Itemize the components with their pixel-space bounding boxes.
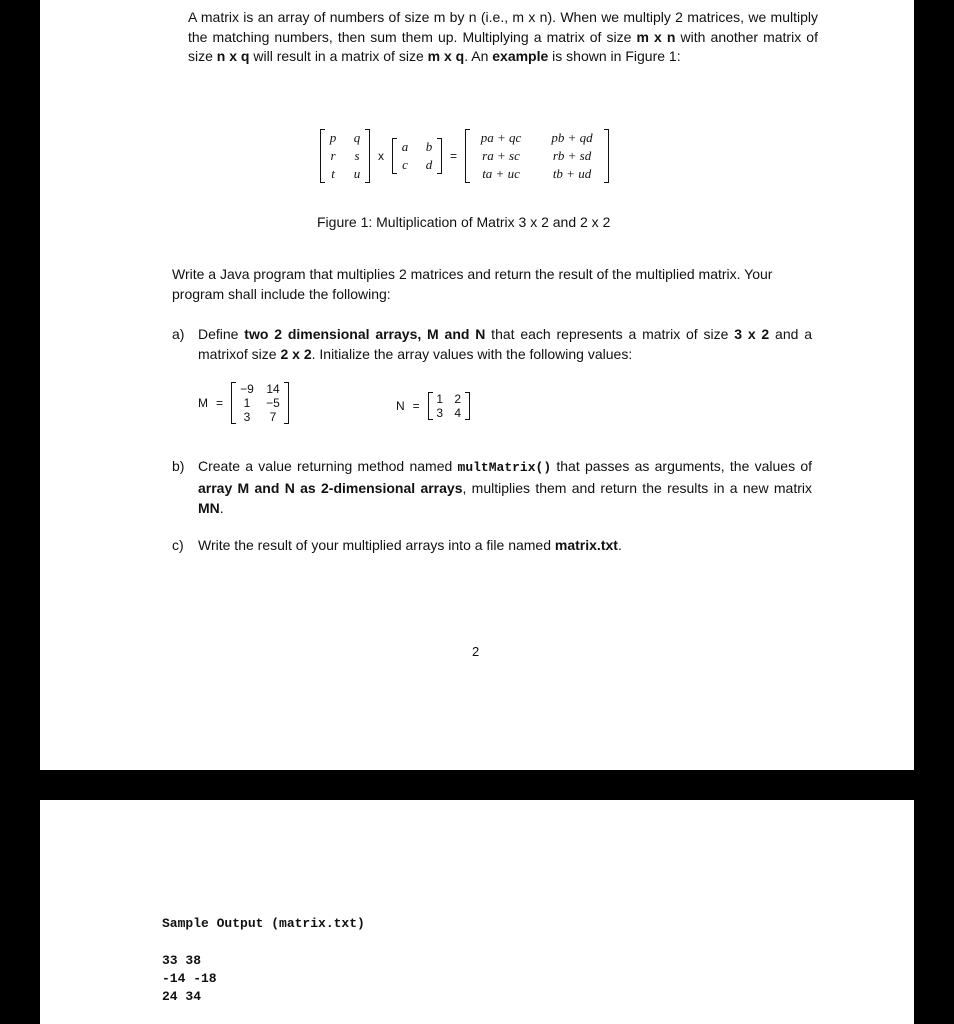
matrix-cell: 7 (269, 410, 277, 424)
matrix-abcd (392, 138, 442, 174)
matrix-cell: s (354, 148, 360, 163)
matrix-cell: 4 (454, 406, 462, 420)
matrix-cell: rb + sd (552, 148, 592, 163)
intro-bold: m x q (427, 48, 465, 64)
document-page-1 (40, 0, 914, 770)
intro-bold: example (492, 48, 549, 64)
matrix-cell: 1 (243, 396, 251, 410)
part-a-bold: 3 x 2 (734, 326, 770, 342)
part-a-segment: that each represents a matrix of size (485, 326, 735, 342)
matrix-cell: 1 (436, 392, 444, 406)
figure-1-equation (320, 128, 609, 184)
part-c-text (198, 535, 812, 555)
matrix-cell: 2 (454, 392, 462, 406)
matrix-cell: 3 (436, 406, 444, 420)
matrix-cell: tb + ud (552, 166, 592, 181)
part-b-bold: MN (198, 500, 220, 516)
part-a-segment: and a matrixof size (198, 326, 812, 362)
equals-sign: = (412, 399, 420, 413)
part-c-label: c) (172, 537, 184, 553)
matrix-M (231, 382, 289, 424)
times-sign: x (378, 149, 384, 163)
document-page-2 (40, 800, 914, 1024)
matrix-M-name: M (198, 396, 208, 410)
part-c-segment: Write the result of your multiplied arrays into a file named (198, 537, 555, 553)
page-number: 2 (472, 644, 480, 659)
matrix-cell: a (401, 139, 409, 154)
part-b-segment: . (219, 500, 224, 516)
matrix-pqrstu (320, 129, 370, 183)
intro-paragraph (188, 8, 818, 67)
matrix-cell: u (353, 166, 361, 181)
matrix-cell: pa + qc (480, 130, 522, 145)
part-b-segment: that passes as arguments, the values of (551, 458, 812, 474)
matrix-cell: 14 (266, 382, 280, 396)
matrix-result (465, 129, 609, 183)
sample-output-heading: Sample Output (matrix.txt) (162, 916, 365, 931)
part-b (172, 456, 812, 518)
part-c (172, 535, 812, 555)
matrix-N-definition (396, 392, 470, 420)
matrix-cell: p (329, 130, 337, 145)
intro-text: will result in a matrix of size (249, 48, 428, 64)
matrix-N (428, 392, 470, 420)
matrix-cell: pb + qd (551, 130, 593, 145)
intro-text: with another matrix of size (188, 28, 818, 64)
part-a-bold: two 2 dimensional arrays, M and N (244, 326, 486, 342)
matrix-cell: ta + uc (482, 166, 520, 181)
intro-text: is shown in Figure 1: (548, 48, 681, 64)
part-a-text (198, 324, 812, 364)
equals-sign: = (450, 149, 458, 163)
matrix-cell: b (425, 139, 433, 154)
matrix-cell: 3 (243, 410, 251, 424)
matrix-cell: c (402, 157, 408, 172)
part-b-text (198, 456, 812, 518)
intro-bold: m x n (636, 28, 676, 45)
intro-text: . An (464, 48, 493, 64)
task-description: Write a Java program that multiplies 2 matrices and return the result of the multiplied matrix. Your program shall include the following: (172, 266, 773, 302)
matrix-M-definition (198, 382, 289, 424)
part-c-bold: matrix.txt (554, 537, 618, 553)
matrix-cell: t (331, 166, 335, 181)
part-a-label: a) (172, 326, 185, 342)
part-a-bold: 2 x 2 (280, 346, 312, 362)
part-a-segment: . Initialize the array values with the following values: (311, 346, 633, 362)
part-a (172, 324, 812, 364)
equals-sign: = (216, 396, 224, 410)
part-b-segment: Create a value returning method named (198, 458, 458, 474)
intro-text: A matrix is an array of numbers of size m by n (i.e., m x n). When we multiply 2 matrices, we multiply the matching numbers, then sum them up. Multiplying a matrix of size (188, 9, 818, 45)
matrix-cell: d (425, 157, 433, 172)
matrix-cell: ra + sc (482, 148, 520, 163)
part-a-segment: Define (198, 326, 245, 342)
part-b-label: b) (172, 458, 185, 474)
matrix-cell: r (330, 148, 336, 163)
matrix-cell: −9 (240, 382, 254, 396)
matrix-cell: q (353, 130, 361, 145)
sample-output-lines: 33 38 -14 -18 24 34 (162, 953, 217, 1004)
intro-bold: n x q (216, 48, 250, 64)
matrix-cell: −5 (266, 396, 280, 410)
part-b-segment: , multiplies them and return the results in a new matrix (462, 480, 812, 496)
figure-1-caption: Figure 1: Multiplication of Matrix 3 x 2 and 2 x 2 (317, 214, 611, 230)
matrix-N-name: N (396, 399, 405, 413)
method-name-code: multMatrix() (457, 460, 552, 475)
part-b-bold: array M and N as 2-dimensional arrays (198, 480, 463, 496)
part-c-segment: . (617, 537, 622, 553)
